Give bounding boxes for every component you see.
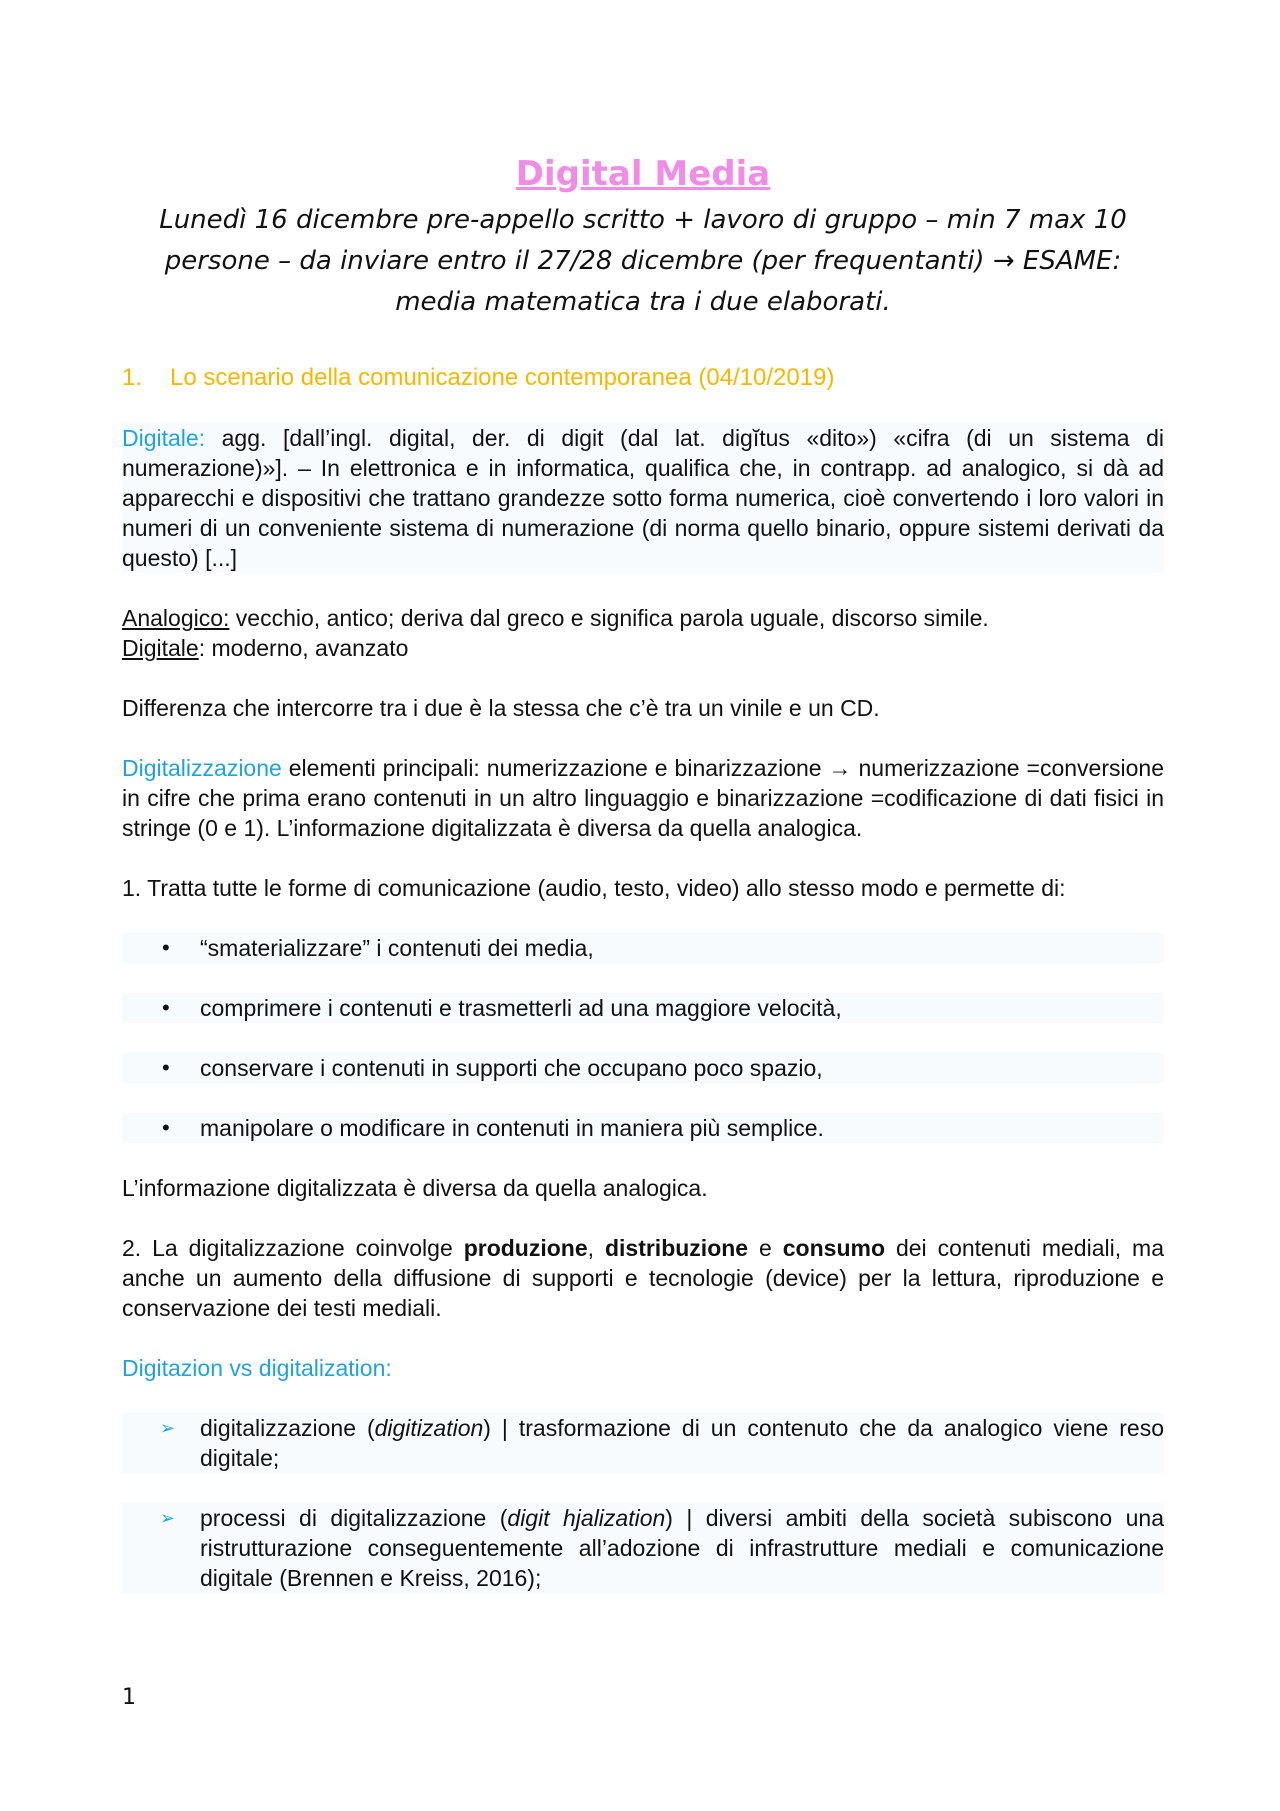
list-item: • comprimere i contenuti e trasmetterli ad una maggiore velocità, [122, 993, 1164, 1023]
paragraph-digitale-definition [122, 423, 1164, 573]
bullet-icon: • [162, 1115, 170, 1140]
heading-digitazion: Digitazion vs digitalization: [122, 1355, 392, 1381]
definition-text: agg. [dall’ingl. digital, der. di digit (dal lat. digĭtus «dito») «cifra (di un sistema di numerazione)»]. – In elettronica e in informatica, qualifica che, in contrapp. ad analogico, si dà ad apparecchi e dispositivi che trattano grandezze sotto forma numerica, cioè convertendo i loro valori in numeri di un conveniente sistema di numerazione (di norma quello binario, oppure sistemi derivati da questo) [...] [122, 425, 1164, 571]
paragraph-digitale [122, 633, 1164, 663]
digitale-text: : moderno, avanzato [198, 635, 409, 661]
bullet-icon: • [162, 1055, 170, 1080]
subtitle-line-2a: persone – da inviare entro il 27/28 dicembre (per frequentanti) [164, 246, 993, 276]
list-item: ➢ processi di digitalizzazione (digit hjalization) | diversi ambiti della società subiscono una ristrutturazione conseguentemente all’adozione di infrastrutture mediali e comunicazione digitale (Brennen e Kreiss, 2016); [122, 1503, 1164, 1593]
bullet-icon: • [162, 935, 170, 960]
bold-distribuzione: distribuzione [604, 1235, 749, 1261]
list-item: • conservare i contenuti in supporti che occupano poco spazio, [122, 1053, 1164, 1083]
section-heading-1 [122, 363, 1164, 393]
arrow-right-icon: → [828, 755, 852, 781]
section-number: 1. [122, 364, 143, 391]
section-title: Lo scenario della comunicazione contemporanea (04/10/2019) [170, 364, 835, 391]
paragraph-point-2: 2. La digitalizzazione coinvolge produzione, distribuzione e consumo dei contenuti mediali, ma anche un aumento della diffusione di supporti e tecnologie (device) per la lettura, riproduzione e conservazione dei testi mediali. [122, 1235, 1165, 1321]
subtitle-line-1: Lunedì 16 dicembre pre-appello scritto + lavoro di gruppo – min 7 max 10 [159, 205, 1127, 235]
document-title: Digital Media [515, 154, 771, 194]
term-digitale: Digitale: [122, 425, 206, 451]
term-digitale-short: Digitale [122, 635, 199, 661]
paragraph-digitalizzazione [122, 753, 1164, 843]
list-item: • manipolare o modificare in contenuti in maniera più semplice. [122, 1113, 1164, 1143]
bullet-icon: • [162, 995, 170, 1020]
arrowhead-bullet-icon: ➢ [160, 1418, 176, 1438]
digitalizzazione-text-a: elementi principali: numerizzazione e binarizzazione [281, 755, 829, 781]
term-analogico: Analogico: [122, 605, 230, 631]
document-subtitle [122, 200, 1164, 323]
list-item: • “smaterializzare” i contenuti dei media, [122, 933, 1164, 963]
paragraph-point-1: 1. Tratta tutte le forme di comunicazione (audio, testo, video) allo stesso modo e permette di: [122, 875, 1066, 901]
arrow-list [122, 1413, 1164, 1593]
arrow-right-icon: → [992, 246, 1015, 276]
document-page [122, 150, 1164, 1623]
digitalizzazione-text-b: numerizzazione =conversione in cifre che prima erano contenuti in un altro linguaggio e binarizzazione =codificazione di dati fisici in stringe (0 e 1). L’informazione digitalizzata è diversa da quella analogica. [122, 755, 1164, 841]
bullet-list [122, 933, 1164, 1143]
subtitle-line-2b: ESAME: [1014, 246, 1122, 276]
arrowhead-bullet-icon: ➢ [160, 1508, 176, 1528]
paragraph-differenza: Differenza che intercorre tra i due è la stessa che c’è tra un vinile e un CD. [122, 695, 880, 721]
bold-produzione: produzione [463, 1235, 588, 1261]
bold-consumo: consumo [782, 1235, 885, 1261]
term-digitalizzazione: Digitalizzazione [122, 755, 282, 781]
paragraph-analogico [122, 603, 1164, 633]
list-item: ➢ digitalizzazione (digitization) | trasformazione di un contenuto che da analogico viene reso digitale; [122, 1413, 1164, 1473]
analogico-text: vecchio, antico; deriva dal greco e significa parola uguale, discorso simile. [229, 605, 989, 631]
page-number: 1 [122, 1685, 136, 1710]
paragraph-info-diversa: L’informazione digitalizzata è diversa da quella analogica. [122, 1175, 708, 1201]
subtitle-line-3: media matematica tra i due elaborati. [395, 287, 891, 317]
